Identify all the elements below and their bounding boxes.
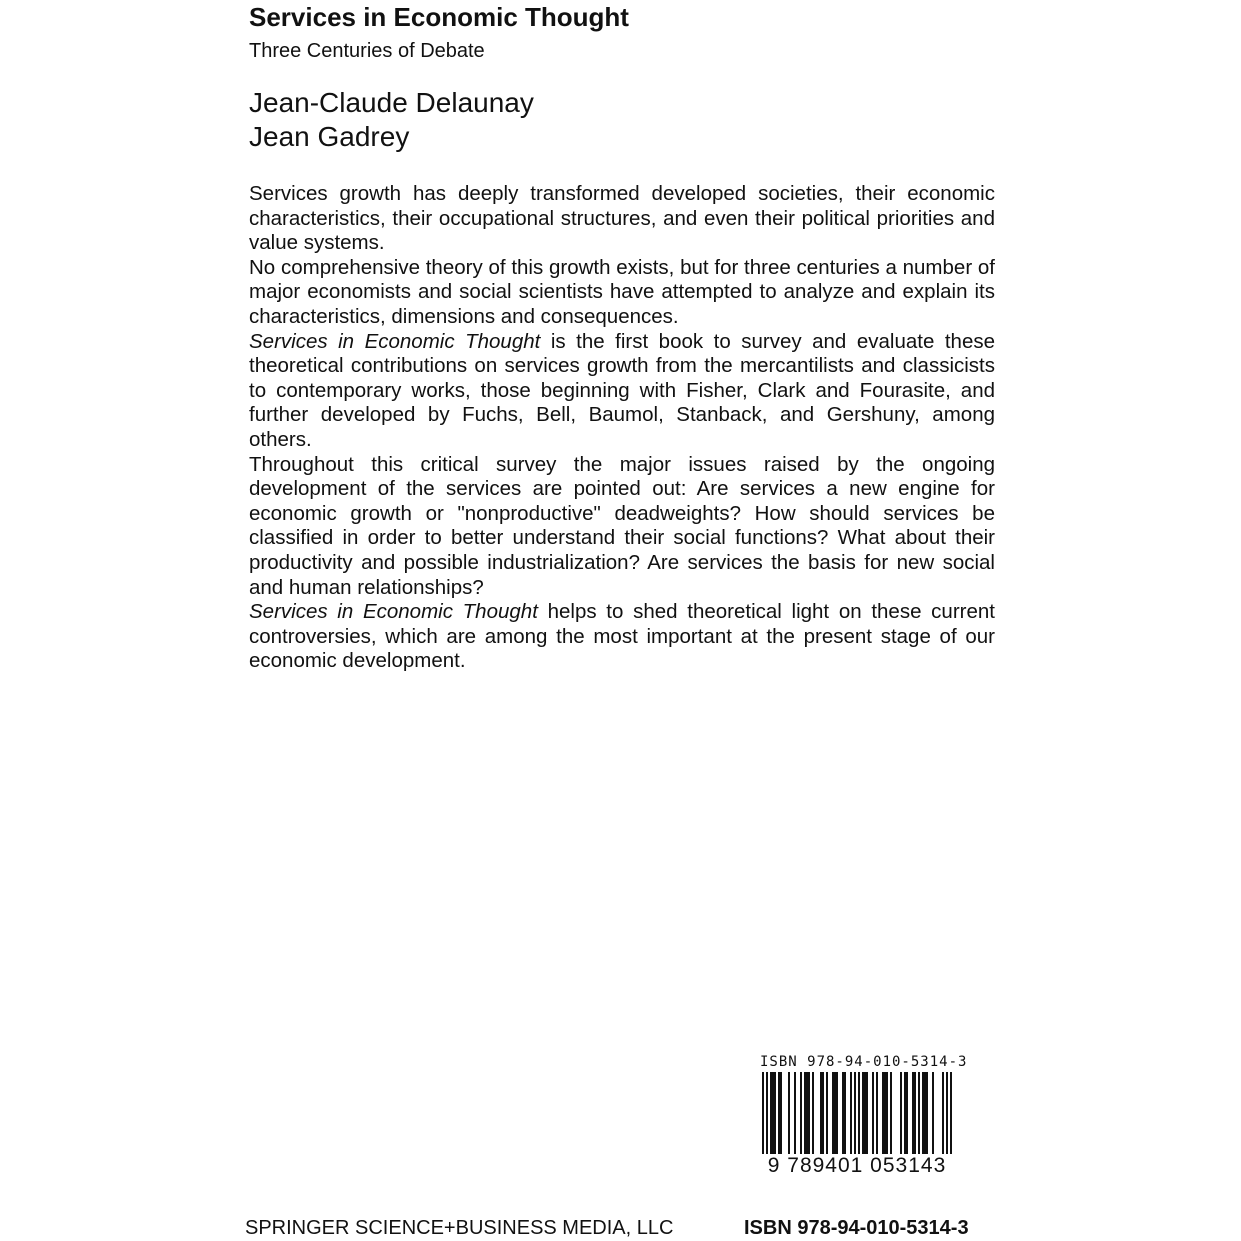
publisher-name: SPRINGER SCIENCE+BUSINESS MEDIA, LLC: [245, 1217, 674, 1239]
author-name: Jean Gadrey: [249, 121, 410, 152]
description-paragraph: [249, 330, 995, 453]
paragraph-text: is the first book to survey and evaluate these theoretical contributions on services growth from the mercantilists and classicists to contemporary works, those beginning with Fisher, Clark and Fourasite, and further developed by Fuchs, Bell, Baumol, Stanback, and Gershuny, among others.: [249, 329, 996, 451]
title-reference: Services in Economic Thought: [249, 329, 541, 353]
author-name: Jean-Claude Delaunay: [249, 87, 534, 118]
book-description: [249, 182, 995, 674]
description-paragraph: Throughout this critical survey the major issues raised by the ongoing development of the services are pointed out: Are services a new engine for economic growth or "nonproductive" deadweights? How should services be classified in order to better understand their social functions? What about their productivity and possible industrialization? Are services the basis for new social and human relationships?: [249, 452, 995, 599]
isbn-number: ISBN 978-94-010-5314-3: [744, 1217, 969, 1239]
paragraph-text: helps to shed theoretical light on these current controversies, which are among the most important at the present stage of our economic development.: [249, 600, 995, 673]
book-subtitle: Three Centuries of Debate: [249, 40, 485, 62]
book-title: Services in Economic Thought: [249, 2, 629, 32]
description-paragraph: No comprehensive theory of this growth exists, but for three centuries a number of major economists and social scientists have attempted to analyze and explain its characteristics, dimensions and consequences.: [249, 255, 995, 328]
author-list: [249, 86, 534, 154]
description-paragraph: Services growth has deeply transformed developed societies, their economic characteristics, their occupational structures, and even their political priorities and value systems.: [249, 182, 995, 255]
barcode-digits: 9 789401 053143: [760, 1154, 954, 1178]
title-reference: Services in Economic Thought: [249, 600, 538, 624]
barcode-isbn-label: ISBN 978-94-010-5314-3: [760, 1054, 968, 1070]
description-paragraph: [249, 600, 995, 674]
